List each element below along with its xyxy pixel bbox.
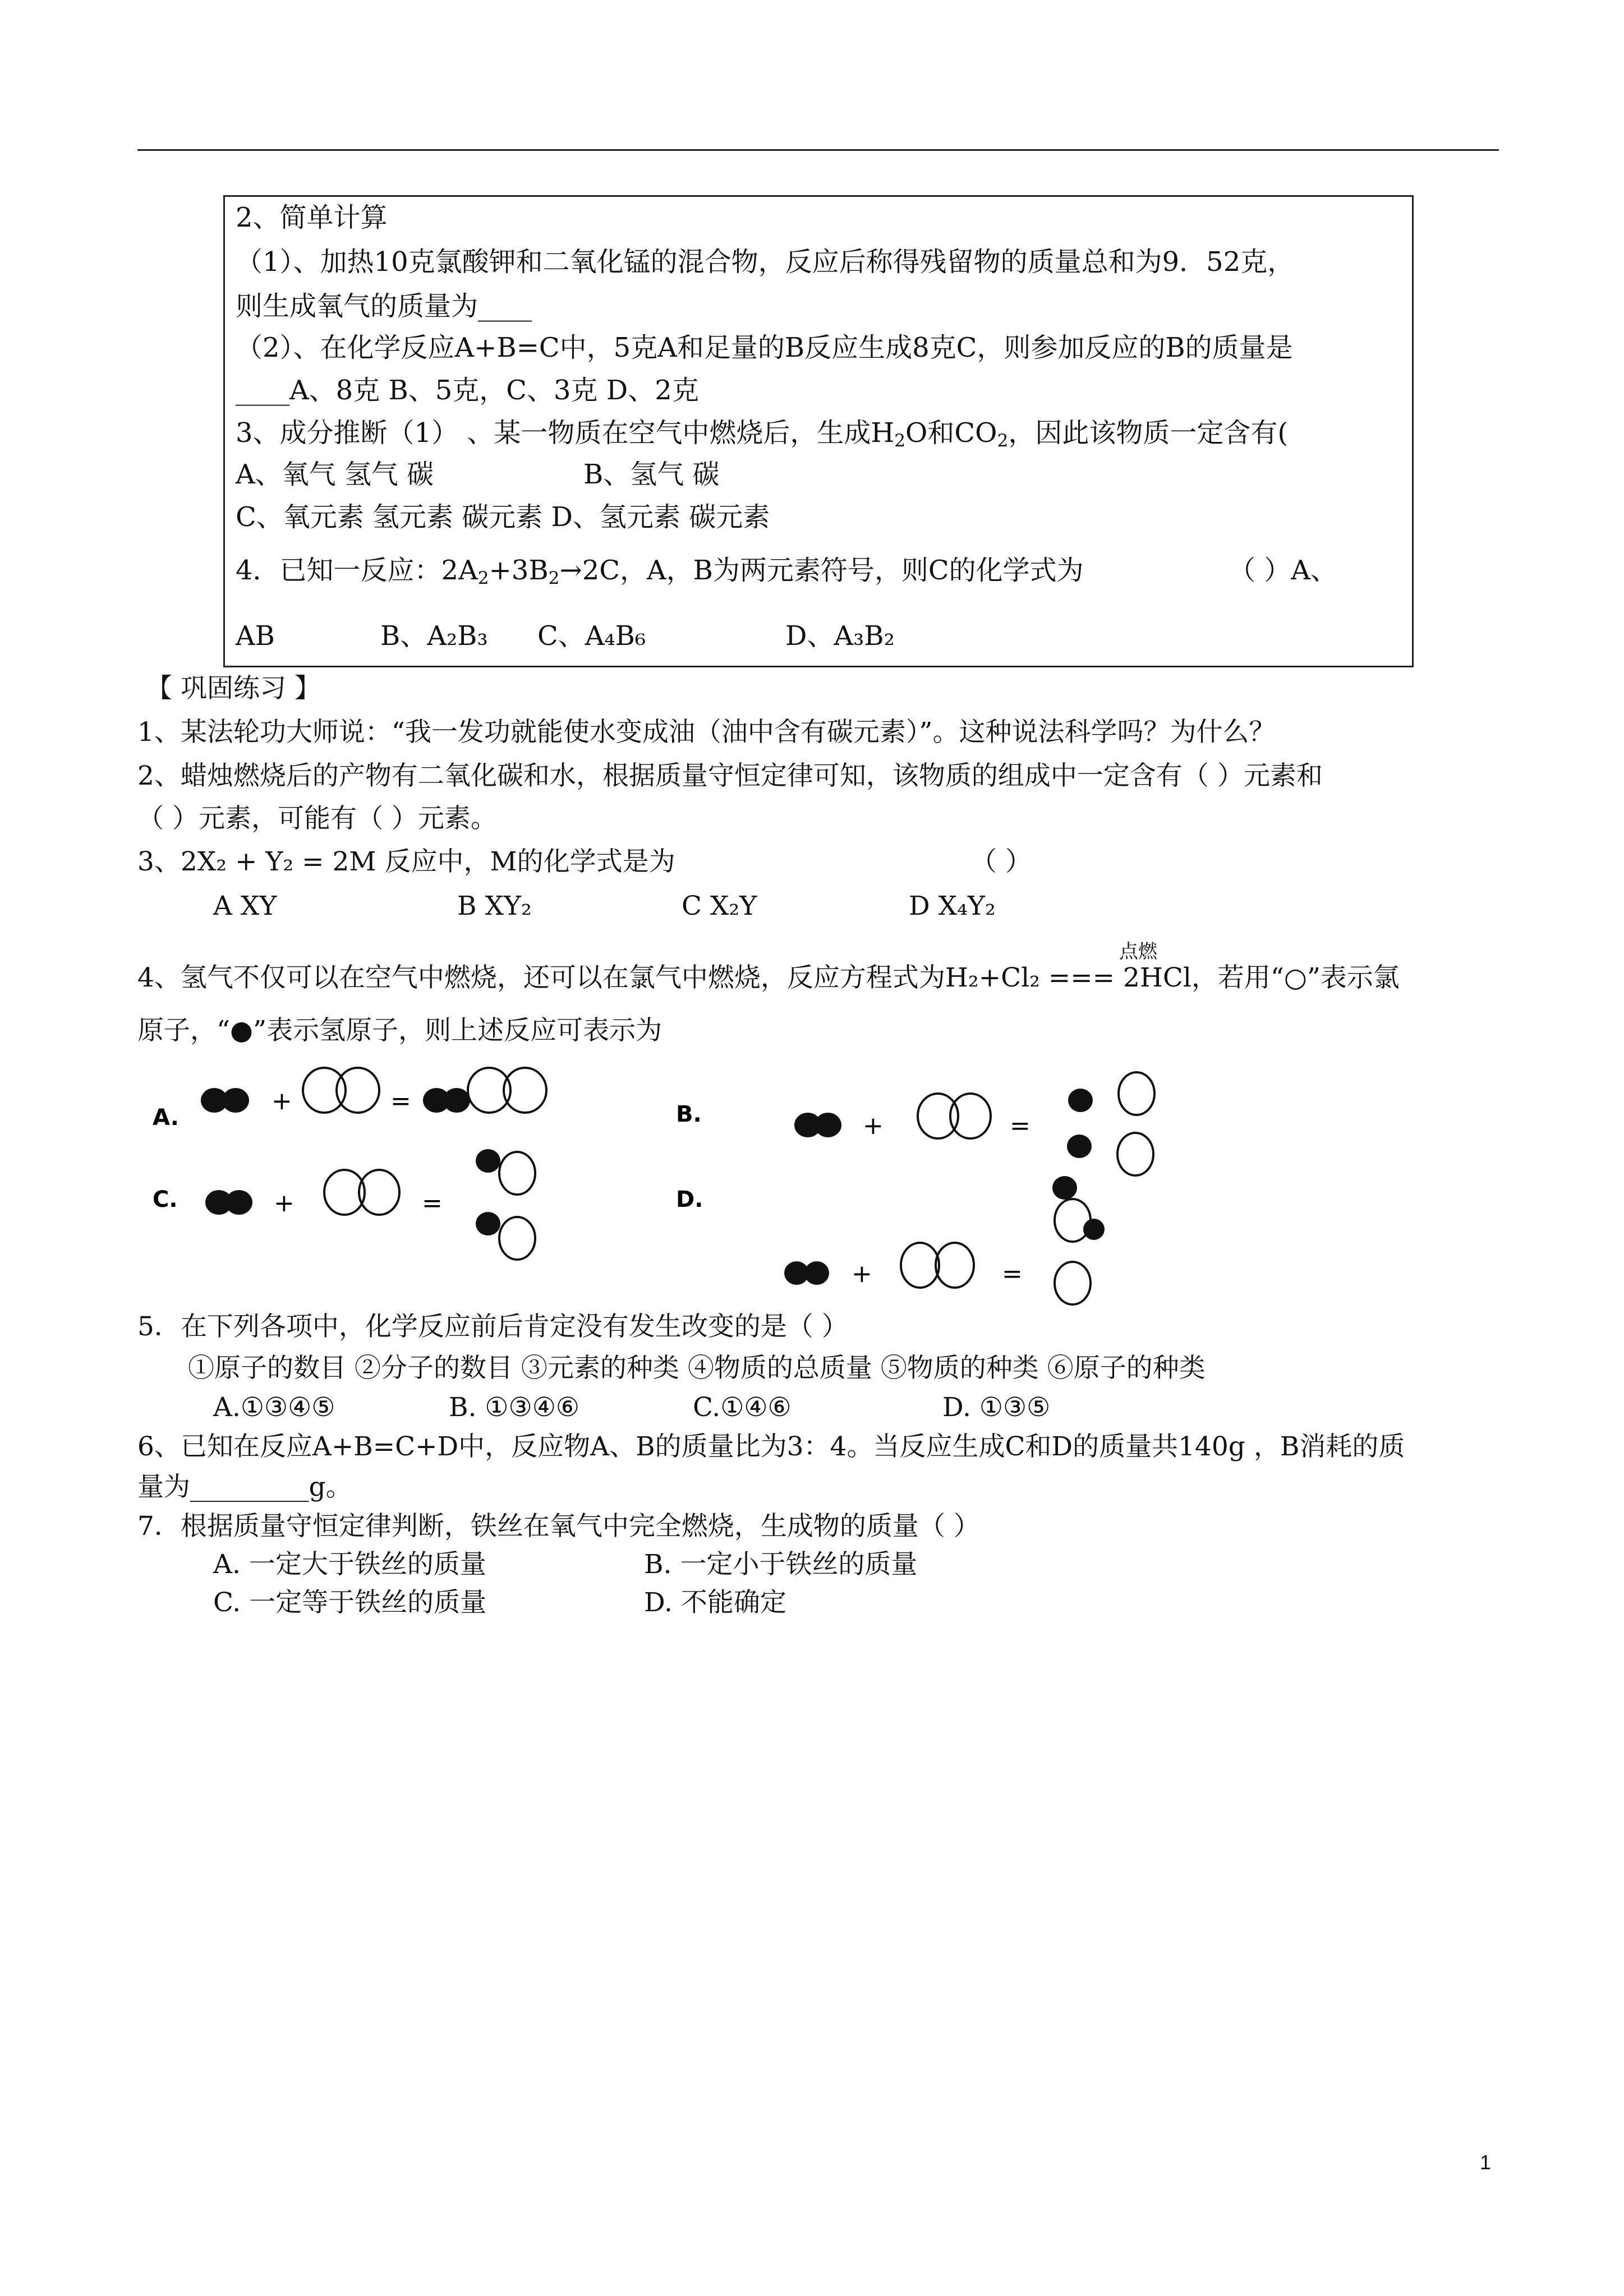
practice-q5-option-b: B. ①③④⑥ — [449, 1392, 579, 1423]
box-q4-option-a: AB — [236, 620, 275, 652]
reaction-condition-label: 点燃 — [1119, 940, 1157, 963]
diagram-label-b: B. — [676, 1101, 702, 1127]
diagram-label-a: A. — [153, 1105, 179, 1131]
diagram-label-d: D. — [676, 1187, 703, 1212]
practice-q5-option-a: A.①③④⑤ — [213, 1392, 335, 1423]
chlorine-atom — [337, 1068, 379, 1113]
chlorine-atom — [901, 1243, 939, 1288]
box-q3-option-b: B、氢气 碳 — [583, 459, 720, 490]
box-q3-option-a: A、氧气 氢气 碳 — [236, 459, 434, 490]
equals-sign: = — [1002, 1260, 1023, 1288]
box-q3-line1: 3、成分推断（1） 、某一物质在空气中燃烧后，生成$H_2O$和$CO_2$，因此该物质一定含有( — [236, 417, 1289, 451]
hydrogen-atom — [443, 1088, 470, 1113]
hydrogen-atom — [1083, 1219, 1105, 1240]
plus-sign: + — [852, 1260, 872, 1288]
page-number: 1 — [1480, 2151, 1492, 2174]
practice-q4-line2: 原子，“●”表示氢原子，则上述反应可表示为 — [137, 1015, 663, 1046]
practice-q6-line1: 6、已知在反应A+B=C+D中，反应物A、B的质量比为3：4。当反应生成C和D的质量共140g ，B消耗的质 — [137, 1431, 1405, 1462]
box-q2-line2: ____A、8克 B、5克，C、3克 D、2克 — [236, 375, 699, 406]
hydrogen-atom — [1068, 1089, 1093, 1112]
diagram-label-c: C. — [153, 1187, 178, 1212]
hydrogen-atom — [476, 1212, 500, 1235]
hydrogen-atom — [815, 1113, 841, 1137]
plus-sign: + — [863, 1112, 884, 1140]
practice-q1: 1、某法轮功大师说：“我一发功就能使水变成油（油中含有碳元素）”。这种说法科学吗？为什么？ — [137, 717, 1276, 748]
practice-heading: 【 巩固练习 】 — [146, 673, 321, 704]
hydrogen-atom — [1067, 1135, 1092, 1158]
practice-q3-option-b: B XY₂ — [457, 891, 532, 921]
practice-q3-option-c: C X₂Y — [682, 891, 757, 921]
practice-q7-option-a: A. 一定大于铁丝的质量 — [213, 1549, 486, 1580]
chlorine-atom — [499, 1152, 535, 1195]
practice-q7-option-d: D. 不能确定 — [644, 1587, 786, 1618]
box-q2-line1: （2）、在化学反应A+B=C中，5克A和足量的B反应生成8克C，则参加反应的B的质量是 — [236, 332, 1293, 363]
hydrogen-atom — [226, 1190, 252, 1215]
box-q4-option-b: B、A₂B₃ — [380, 620, 488, 652]
hydrogen-atom — [222, 1088, 249, 1113]
box-q4-option-d: D、A₃B₂ — [785, 620, 895, 652]
chlorine-atom — [936, 1243, 974, 1288]
practice-q5-line1: 5．在下列各项中，化学反应前后肯定没有发生改变的是（ ） — [137, 1311, 848, 1342]
hydrogen-atom — [476, 1149, 500, 1173]
chlorine-atom — [303, 1068, 346, 1113]
equals-sign: = — [390, 1087, 411, 1115]
practice-q7-option-b: B. 一定小于铁丝的质量 — [644, 1549, 918, 1580]
hydrogen-atom — [804, 1261, 829, 1285]
chlorine-atom — [1117, 1133, 1153, 1175]
equals-sign: = — [422, 1189, 443, 1218]
box-heading: 2、简单计算 — [236, 202, 388, 233]
chlorine-atom — [1055, 1262, 1091, 1304]
practice-q3-option-d: D X₄Y₂ — [909, 891, 996, 921]
practice-q6-line2: 量为_________g。 — [137, 1472, 352, 1502]
hydrogen-atom — [1052, 1176, 1077, 1200]
practice-q3-option-a: A XY — [213, 891, 277, 921]
plus-sign: + — [274, 1189, 295, 1218]
plus-sign: + — [272, 1087, 292, 1115]
equals-sign: = — [1010, 1112, 1030, 1140]
chlorine-atom — [950, 1094, 991, 1138]
practice-q7-option-c: C. 一定等于铁丝的质量 — [213, 1587, 487, 1618]
practice-q5-items: ①原子的数目 ②分子的数目 ③元素的种类 ④物质的总质量 ⑤物质的种类 ⑥原子的种类 — [188, 1353, 1206, 1384]
box-q3-options-cd: C、氧元素 氢元素 碳元素 D、氢元素 碳元素 — [236, 501, 770, 533]
practice-q4-line1: 4、氢气不仅可以在空气中燃烧，还可以在氯气中燃烧，反应方程式为H₂+Cl₂ === 2HCl，若用“○”表示氯 — [137, 962, 1400, 993]
box-q4-option-c: C、A₄B₆ — [537, 620, 646, 652]
practice-q3-paren: （ ） — [970, 846, 1032, 877]
chlorine-atom — [499, 1217, 535, 1260]
chlorine-atom — [1119, 1072, 1154, 1115]
chlorine-atom — [918, 1094, 958, 1138]
box-q1-line1: （1）、加热10克氯酸钾和二氧化锰的混合物，反应后称得残留物的质量总和为9．52克， — [236, 246, 1295, 278]
box-q4-line: 4．已知一反应：$2A_2+3B_2\to 2C$，A，B为两元素符号，则C的化学式为 — [236, 555, 1084, 588]
box-q1-line2: 则生成氧气的质量为____ — [236, 291, 532, 322]
practice-q5-option-c: C.①④⑥ — [693, 1392, 792, 1423]
practice-q2-line2: （ ）元素，可能有（ ）元素。 — [137, 803, 497, 834]
practice-q7-line1: 7．根据质量守恒定律判断，铁丝在氧气中完全燃烧，生成物的质量（ ） — [137, 1511, 980, 1542]
practice-q5-option-d: D. ①③⑤ — [942, 1392, 1051, 1423]
practice-q3-line: 3、2X₂ + Y₂ = 2M 反应中，M的化学式是为 — [137, 846, 675, 877]
practice-q2-line1: 2、蜡烛燃烧后的产物有二氧化碳和水，根据质量守恒定律可知，该物质的组成中一定含有（ ）元素和 — [137, 760, 1323, 791]
box-q4-paren: （ ）A、 — [1229, 555, 1337, 586]
